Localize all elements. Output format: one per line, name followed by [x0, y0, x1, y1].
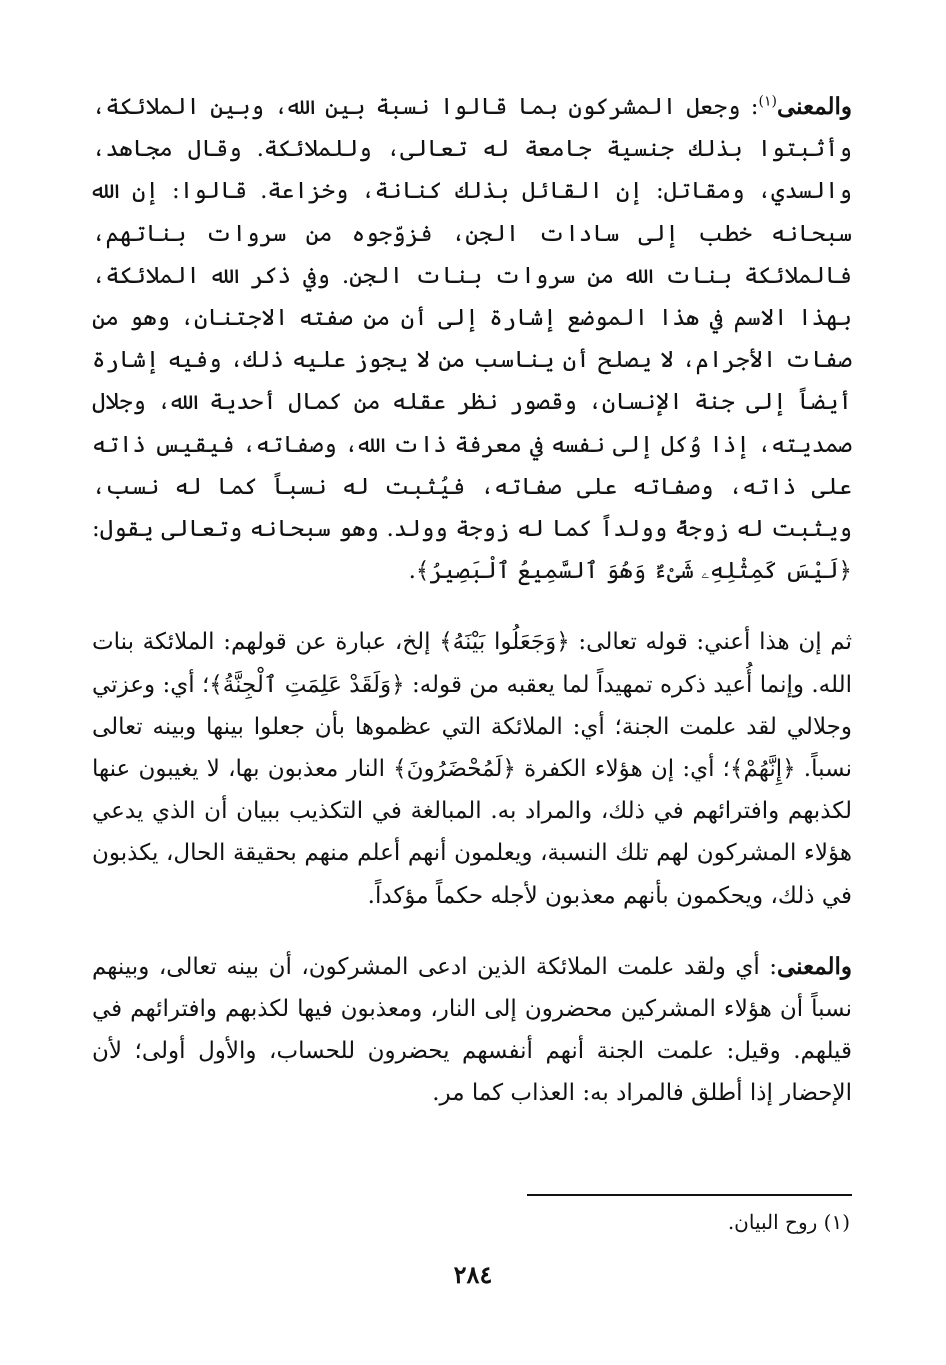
footnote-divider: [527, 1194, 852, 1196]
quran-quote-1: ﴿وَجَعَلُوا بَيْنَهُ﴾: [439, 629, 570, 656]
page-number: ٢٨٤: [453, 1260, 493, 1289]
paragraph-3-lead: والمعنى: [776, 952, 852, 980]
paragraph-1-end: .: [408, 558, 416, 585]
paragraph-2-text-1: ثم إن هذا أعني: قوله تعالى:: [569, 629, 853, 656]
quran-quote-4: ﴿لَمُحْضَرُونَ﴾: [393, 756, 516, 783]
footnote-reference: (١): [758, 93, 777, 110]
footnote-number: (١): [823, 1210, 850, 1234]
quran-quote-3: ﴿إِنَّهُمْ﴾: [729, 756, 796, 783]
paragraph-1-lead: والمعنى: [776, 93, 852, 120]
footnote: [728, 1207, 850, 1237]
paragraph-2-text-5: النار معذبون بها، لا يغيبون عنها لكذبهم وافترائهم في ذلك، والمراد به. المبالغة في التكذيب ببيان أن الذي يدعي هؤلاء المشركون لهم تلك النسبة، ويعلمون أنهم أعلم منهم بحقيقة الحال، يكذبون في ذلك، ويحكمون بأنهم معذبون لأجله حكماً مؤكداً.: [92, 756, 852, 909]
paragraph-2-text-2: إلخ، عبارة عن قولهم: الملائكة بنات الله. وإنما أُعيد ذكره تمهيداً لما يعقبه من قوله:: [92, 629, 852, 698]
paragraph-3: [92, 946, 852, 1115]
quran-quote: ﴿لَيْسَ كَمِثْلِهِۦ شَىْءٌ وَهُوَ ٱلسَّمِيعُ ٱلْبَصِيرُ﴾: [415, 558, 852, 585]
footnote-text: روح البيان.: [727, 1210, 818, 1234]
paragraph-1: [92, 86, 852, 592]
page-body: [92, 86, 852, 1115]
paragraph-1-text: : وجعل المشركون بما قالوا نسبة بين الله، وبين الملائكة، وأثبتوا بذلك جنسية جامعة له تعالى، وللملائكة. وقال مجاهد، والسدي، ومقاتل: إن القائل بذلك كنانة، وخزاعة. قالوا: إن الله سبحانه خطب إلى سادات الجن، فزوّجوه من سروات بناتهم، فالملائكة بنات الله من سروات بنات الجن. وفي ذكر الله الملائكة، بهذا الاسم في هذا الموضع إشارة إلى أن من صفته الاجتنان، وهو من صفات الأجرام، لا يصلح أن يناسب من لا يجوز عليه ذلك، وفيه إشارة أيضاً إلى جنة الإنسان، وقصور نظر عقله من كمال أحدية الله، وجلال صمديته، إذا وُكل إلى نفسه في معرفة ذات الله، وصفاته، فيقيس ذاته على ذاته، وصفاته على صفاته، فيُثبت له نسباً كما له نسب، ويثبت له زوجةً وولداً كما له زوجة وولد. وهو سبحانه وتعالى يقول:: [92, 94, 852, 543]
paragraph-2: [92, 621, 852, 916]
quran-quote-2: ﴿وَلَقَدْ عَلِمَتِ ٱلْجِنَّةُ﴾: [209, 671, 405, 698]
paragraph-2-text-3: ؛ أي: وعزتي وجلالي لقد علمت الجنة؛ أي: الملائكة التي عظموها بأن جعلوا بينها وبينه تعالى نسباً.: [92, 671, 852, 783]
paragraph-3-text: : أي ولقد علمت الملائكة الذين ادعى المشركون، أن بينه تعالى، وبينهم نسباً أن هؤلاء المشركين محضرون إلى النار، ومعذبون فيها لكذبهم وافترائهم في قيلهم. وقيل: علمت الجنة أنهم أنفسهم يحضرون للحساب، والأول أولى؛ لأن الإحضار إذا أطلق فالمراد به: العذاب كما مر.: [92, 953, 852, 1107]
paragraph-2-text-4: ؛ أي: إن هؤلاء الكفرة: [515, 756, 730, 783]
